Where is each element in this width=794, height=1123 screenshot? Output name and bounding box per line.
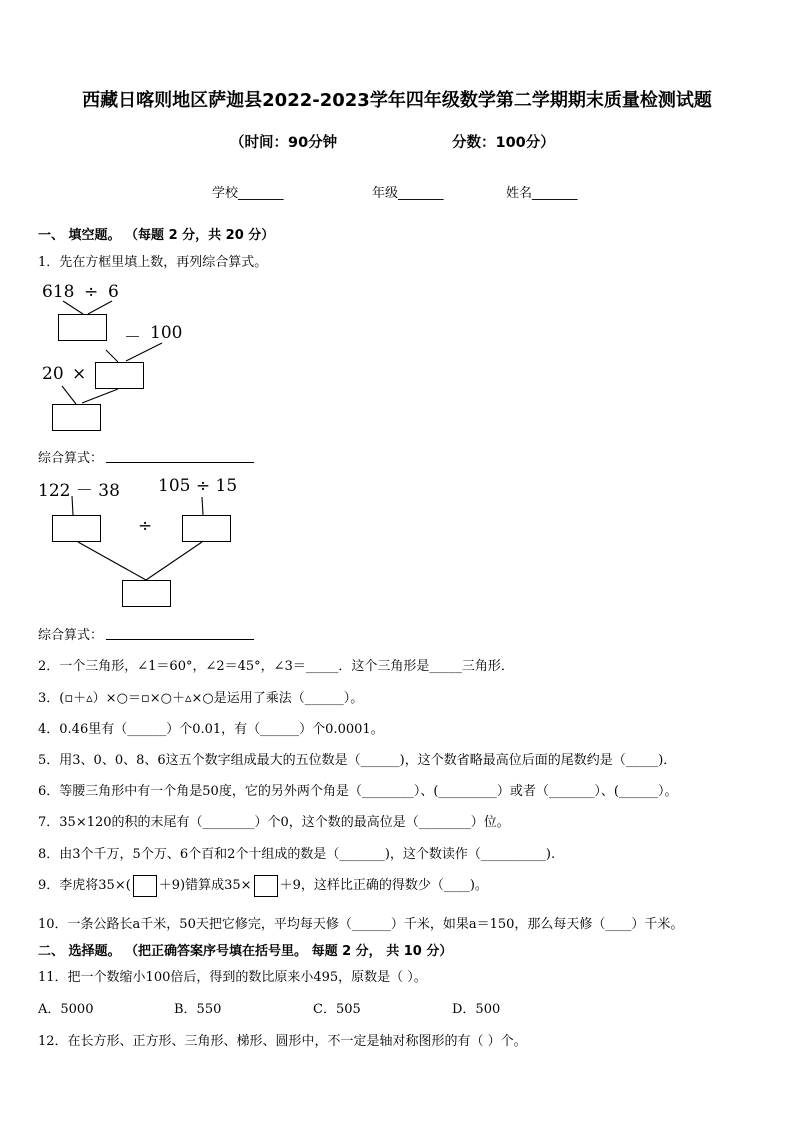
- question-11: 11．把一个数缩小100倍后，得到的数比原来小495，原数是（ ）。: [38, 970, 427, 985]
- question-4: 4．0.46里有（______）个0.01，有（______）个0.0001。: [38, 722, 384, 737]
- times-sign: ×: [72, 364, 87, 384]
- number-100: 100: [150, 323, 183, 343]
- blank-box[interactable]: [133, 875, 157, 897]
- question-5: 5．用3、0、0、8、6这五个数字组成最大的五位数是（______)，这个数省略最高位后面的尾数约是（_____)．: [38, 753, 677, 768]
- divide-sign: ÷: [84, 282, 99, 302]
- school-field[interactable]: 学校_______: [212, 186, 284, 201]
- question-8: 8．由3个千万，5个万、6个百和2个十组成的数是（_______)，这个数读作（__________).: [38, 847, 556, 862]
- answer-box[interactable]: [58, 314, 107, 341]
- answer-box[interactable]: [52, 515, 101, 542]
- question-10: 10．一条公路长a千米，50天把它修完，平均每天修（______）千米，如果a＝150，那么每天修（____）千米。: [38, 917, 684, 932]
- formula-label: 综合算式：: [38, 628, 104, 643]
- expression-105-div-15: 105 ÷ 15: [158, 476, 238, 496]
- divide-sign: ÷: [138, 516, 153, 536]
- option-d[interactable]: D．500: [452, 1002, 501, 1017]
- answer-box[interactable]: [182, 515, 231, 542]
- formula-label: 综合算式：: [38, 451, 104, 466]
- section-fill-blank-heading: 一、 填空题。 （每题 2 分，共 20 分）: [38, 228, 275, 243]
- expression-122-minus-38: 122 － 38: [38, 481, 120, 501]
- formula-answer-line[interactable]: [106, 462, 254, 463]
- exam-time: （时间：90分钟: [230, 135, 338, 151]
- minus-sign: －: [124, 328, 141, 348]
- question-9: [38, 874, 488, 897]
- page-title: 西藏日喀则地区萨迦县2022-2023学年四年级数学第二学期期末质量检测试题: [82, 90, 712, 111]
- name-field[interactable]: 姓名_______: [506, 186, 578, 201]
- section-choice-heading: 二、 选择题。 （把正确答案序号填在括号里。 每题 2 分， 共 10 分）: [38, 944, 453, 959]
- number-20: 20: [42, 364, 64, 384]
- question-3: 3．(▫＋▵）×○＝▫×○＋▵×○是运用了乘法（______）。: [38, 691, 364, 706]
- exam-score: 分数：100分）: [452, 135, 555, 151]
- grade-field[interactable]: 年级_______: [372, 186, 444, 201]
- question-2: 2．一个三角形，∠1＝60°，∠2＝45°，∠3＝_____．这个三角形是_____三角形．: [38, 659, 514, 674]
- number-618: 618: [42, 282, 75, 302]
- answer-box[interactable]: [95, 362, 144, 389]
- question-6: 6．等腰三角形中有一个角是50度，它的另外两个角是（________）、(_________）或者（_______）、(______）。: [38, 784, 678, 799]
- question-9-part-c: ＋9，这样比正确的得数少（____)。: [279, 878, 488, 893]
- question-1: 1．先在方框里填上数，再列综合算式。: [38, 255, 268, 270]
- number-6: 6: [108, 282, 119, 302]
- answer-box[interactable]: [52, 404, 101, 431]
- answer-box[interactable]: [122, 580, 171, 607]
- question-12: 12．在长方形、正方形、三角形、梯形、圆形中，不一定是轴对称图形的有（ ）个。: [38, 1034, 527, 1049]
- question-7: 7．35×120的积的末尾有（________）个0，这个数的最高位是（________）位。: [38, 815, 510, 830]
- option-a[interactable]: A．5000: [38, 1002, 94, 1017]
- question-9-part-b: ＋9)错算成35×: [158, 878, 252, 893]
- option-b[interactable]: B．550: [174, 1002, 222, 1017]
- formula-answer-line[interactable]: [106, 639, 254, 640]
- blank-box[interactable]: [254, 875, 278, 897]
- option-c[interactable]: C．505: [313, 1002, 361, 1017]
- question-9-part-a: 9．李虎将35×(: [38, 878, 131, 893]
